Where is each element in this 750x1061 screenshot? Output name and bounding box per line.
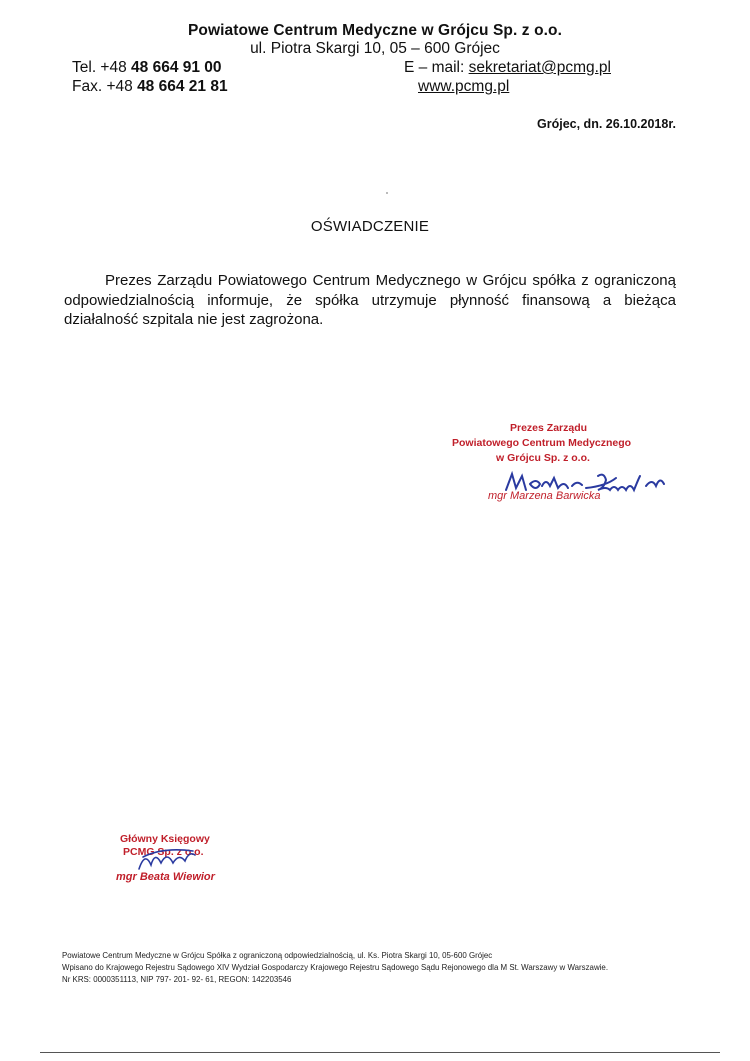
email-link[interactable]: sekretariat@pcmg.pl xyxy=(468,59,611,76)
phone-line xyxy=(72,59,222,77)
company-name: Powiatowe Centrum Medyczne w Grójcu Sp. z o.o. xyxy=(187,22,563,39)
fax-number: 48 664 21 81 xyxy=(137,78,228,95)
stamp-accountant-title: Główny Księgowy xyxy=(120,833,210,845)
fax-label: Fax. +48 xyxy=(72,78,138,95)
company-address: ul. Piotra Skargi 10, 05 – 600 Grójec xyxy=(250,40,500,57)
fax-line xyxy=(72,78,228,96)
document-date: Grójec, dn. 26.10.2018r. xyxy=(537,117,676,131)
stamp-president-title: Prezes Zarządu xyxy=(510,422,588,434)
statement-body: Prezes Zarządu Powiatowego Centrum Medycznego w Grójcu spółka z ograniczoną odpowiedzialnością informuje, że spółka utrzymuje płynność finansową a bieżąca działalność szpitala nie jest zagrożona. xyxy=(64,272,676,328)
email-line xyxy=(404,59,611,77)
phone-label: Tel. +48 xyxy=(72,59,132,76)
bottom-divider xyxy=(40,1052,720,1053)
phone-number: 48 664 91 00 xyxy=(131,59,222,76)
stamp-accountant-name: mgr Beata Wiewior xyxy=(116,871,215,883)
stamp-president-location: w Grójcu Sp. z o.o. xyxy=(496,452,590,464)
scan-speck xyxy=(386,192,388,194)
stamp-president-institution: Powiatowego Centrum Medycznego xyxy=(452,437,632,449)
document-title: OŚWIADCZENIE xyxy=(310,218,430,235)
email-label: E – mail: xyxy=(404,59,469,76)
footer-company-line: Powiatowe Centrum Medyczne w Grójcu Spółka z ograniczoną odpowiedzialnością, ul. Ks. Piotra Skargi 10, 05-600 Grójec xyxy=(62,950,493,960)
footer-ids-line: Nr KRS: 0000351113, NIP 797- 201- 92- 61, REGON: 142203546 xyxy=(62,974,292,984)
website-link[interactable]: www.pcmg.pl xyxy=(418,78,510,95)
stamp-accountant-institution: PCMG Sp. z o.o. xyxy=(123,846,204,858)
stamp-president-name: mgr Marzena Barwicka xyxy=(488,490,601,502)
footer-registry-line: Wpisano do Krajowego Rejestru Sądowego XIV Wydział Gospodarczy Krajowego Rejestru Sądowego Sądu Rejonowego dla M St. Warszawy w Warszawie. xyxy=(62,962,609,972)
